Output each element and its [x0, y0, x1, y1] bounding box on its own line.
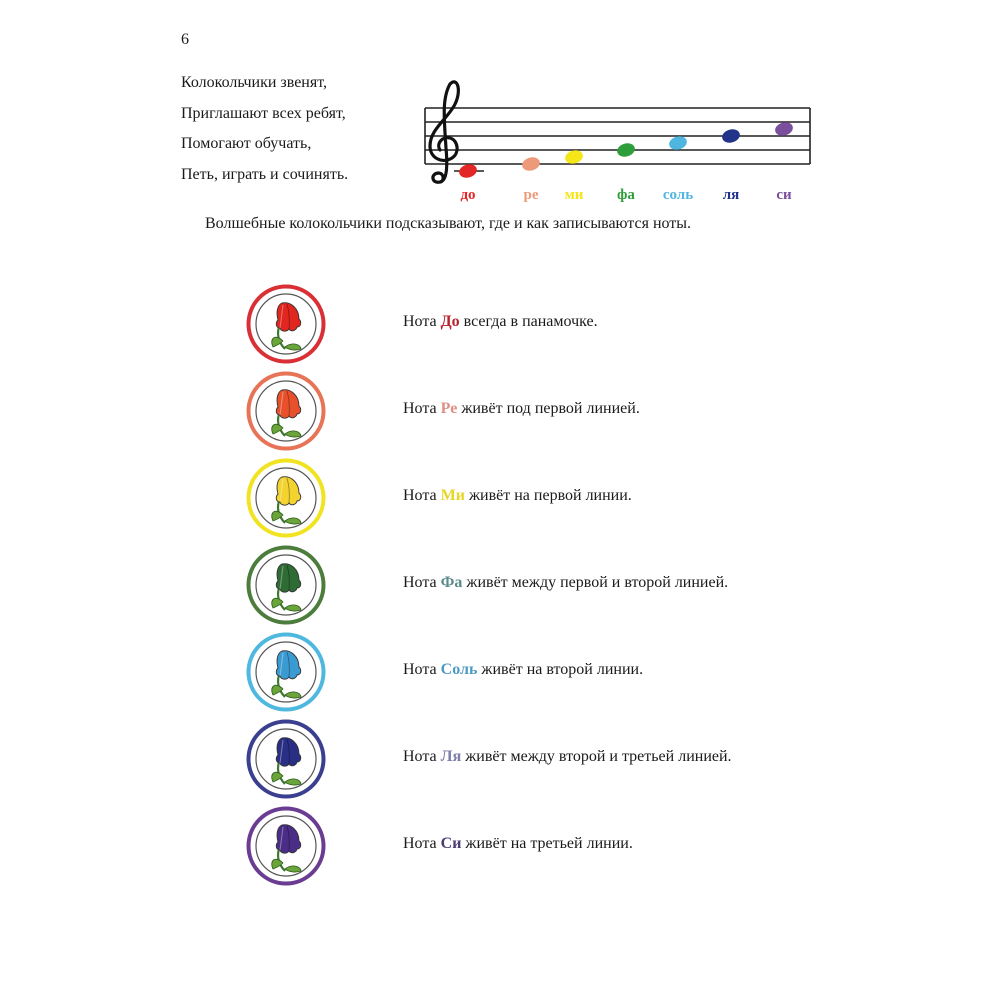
note-rule-text: [403, 313, 598, 331]
note-label: ля: [722, 187, 740, 203]
note-name: Соль: [440, 661, 478, 678]
note-head-5: [668, 134, 689, 151]
rule-suffix: всегда в панамочке.: [459, 313, 598, 330]
note-rule-text: [403, 574, 728, 592]
staff-lines: [425, 108, 810, 164]
rule-prefix: Нота: [403, 574, 441, 591]
note-name: Ре: [440, 400, 458, 417]
rule-suffix: живёт между первой и второй линией.: [462, 574, 729, 591]
rule-prefix: Нота: [403, 661, 441, 678]
note-label: до: [460, 187, 476, 203]
note-rule: [240, 370, 840, 456]
note-label: фа: [617, 187, 635, 203]
note-name: Ми: [440, 487, 465, 504]
note-head-3: [564, 148, 585, 165]
note-label: ре: [523, 187, 539, 203]
note-label: соль: [662, 187, 694, 203]
bell-flower-icon: [245, 283, 327, 365]
note-rule: [240, 718, 840, 804]
bell-flower-icon: [245, 544, 327, 626]
rule-suffix: живёт на второй линии.: [477, 661, 644, 678]
bell-flower-icon: [245, 457, 327, 539]
rule-suffix: живёт между второй и третьей линией.: [461, 748, 732, 765]
rule-prefix: Нота: [403, 835, 441, 852]
note-rule: [240, 544, 840, 630]
note-name: Ля: [440, 748, 462, 765]
note-head-4: [616, 141, 637, 158]
poem-line: Приглашают всех ребят,: [181, 104, 346, 122]
note-rule: [240, 631, 840, 717]
note-label: ми: [564, 187, 584, 203]
note-rule-text: [403, 661, 643, 679]
poem-line: Петь, играть и сочинять.: [181, 165, 349, 183]
rule-suffix: живёт на первой линии.: [464, 487, 632, 504]
bell-flower-icon: [245, 631, 327, 713]
intro-paragraph: Волшебные колокольчики подсказывают, где и как записываются ноты.: [205, 215, 692, 232]
rule-prefix: Нота: [403, 313, 441, 330]
poem-line: Помогают обучать,: [181, 135, 312, 152]
note-name: До: [440, 313, 460, 330]
rule-suffix: живёт на третьей линии.: [461, 835, 633, 852]
rule-prefix: Нота: [403, 400, 441, 417]
note-rule: [240, 457, 840, 543]
note-head-2: [521, 155, 542, 172]
note-rule: [240, 805, 840, 891]
rule-suffix: живёт под первой линией.: [457, 400, 640, 417]
note-rule-text: [403, 835, 633, 853]
note-name: Фа: [440, 574, 463, 591]
poem-line: Колокольчики звенят,: [181, 74, 327, 91]
treble-clef-icon: [430, 82, 458, 182]
note-rule-text: [403, 748, 732, 766]
rule-prefix: Нота: [403, 748, 441, 765]
note-rule: [240, 283, 840, 369]
rule-prefix: Нота: [403, 487, 441, 504]
note-head-1: [458, 162, 479, 179]
poem: [181, 68, 348, 190]
page-number: 6: [181, 31, 189, 48]
note-label: си: [776, 187, 792, 203]
note-name: Си: [440, 835, 462, 852]
music-staff: [420, 78, 815, 208]
bell-flower-icon: [245, 370, 327, 452]
note-head-7: [774, 120, 795, 137]
note-rule-text: [403, 400, 640, 418]
bell-flower-icon: [245, 718, 327, 800]
note-head-6: [721, 127, 742, 144]
note-rule-text: [403, 487, 632, 505]
bell-flower-icon: [245, 805, 327, 887]
